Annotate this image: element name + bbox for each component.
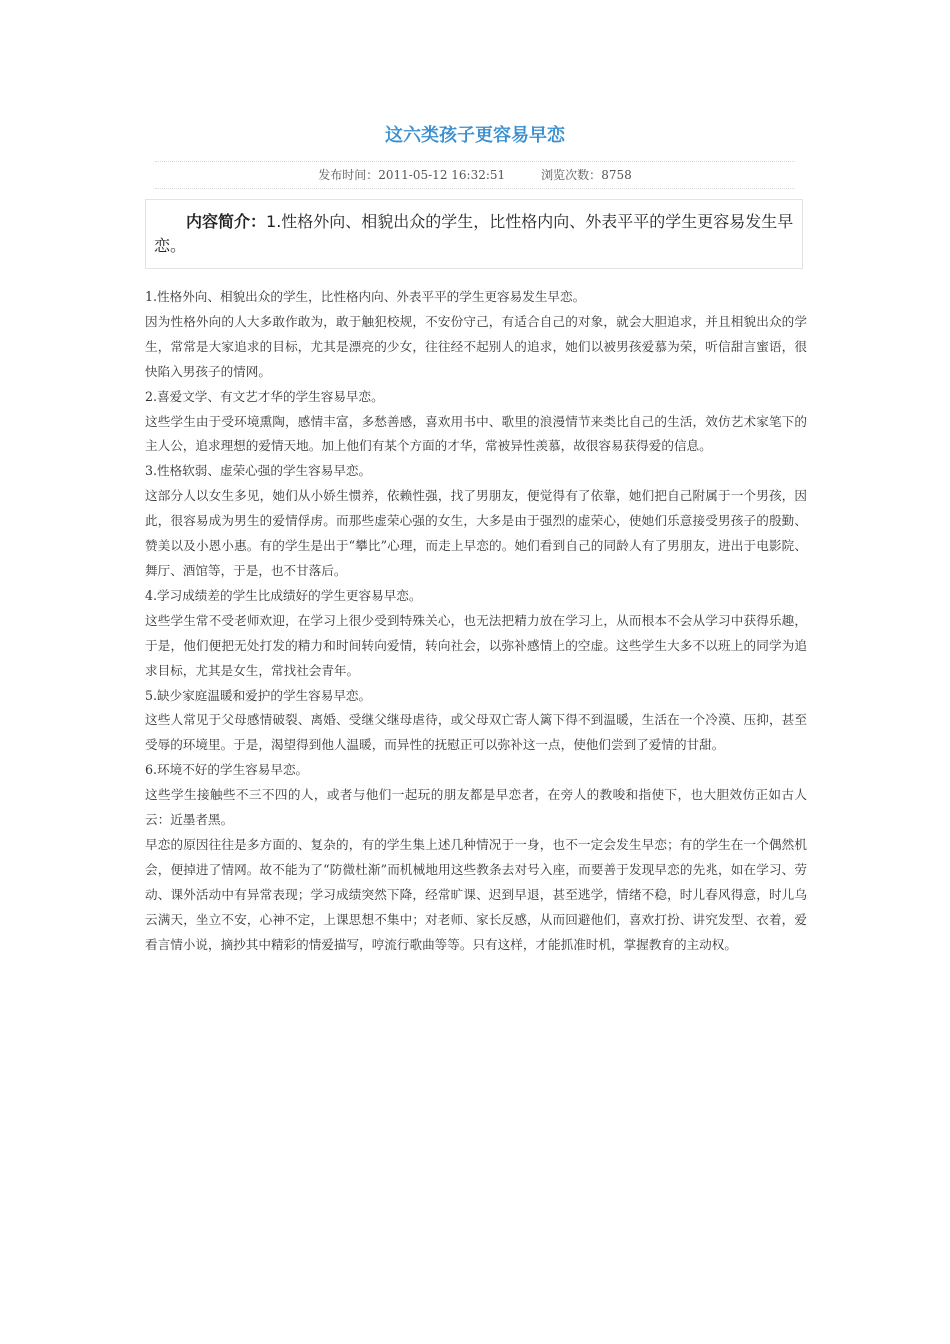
- summary-text: 1.性格外向、相貌出众的学生，比性格内向、外表平平的学生更容易发生早恋。: [154, 212, 794, 255]
- views-label: 浏览次数：: [541, 168, 602, 182]
- body-paragraph: 2.喜爱文学、有文艺才华的学生容易早恋。: [145, 388, 384, 404]
- summary-box: [145, 199, 803, 269]
- article-title: 这六类孩子更容易早恋: [385, 125, 565, 146]
- body-paragraph: 因为性格外向的人大多敢作敢为，敢于触犯校规，不安份守己，有适合自己的对象，就会大胆追求，并且相貌出众的学生，常常是大家追求的目标，尤其是漂亮的少女，往往经不起别人的追求，她们以被男孩爱慕为荣，听信甜言蜜语，很快陷入男孩子的情网。: [145, 313, 807, 379]
- body-paragraph: 这些学生常不受老师欢迎，在学习上很少受到特殊关心，也无法把精力放在学习上，从而根本不会从学习中获得乐趣，于是，他们便把无处打发的精力和时间转向爱情，转向社会，以弥补感情上的空虚。这些学生大多不以班上的同学为追求目标，尤其是女生，常找社会青年。: [145, 612, 807, 678]
- article-meta-bar: [155, 161, 795, 189]
- summary-label: 内容简介：: [186, 212, 267, 231]
- body-paragraph: 3.性格软弱、虚荣心强的学生容易早恋。: [145, 463, 372, 479]
- body-paragraph: 这些学生由于受环境熏陶，感情丰富，多愁善感，喜欢用书中、歌里的浪漫情节来类比自己的生活，效仿艺术家笔下的主人公，追求理想的爱情天地。加上他们有某个方面的才华，常被异性羡慕，故很容易获得爱的信息。: [145, 413, 807, 454]
- body-paragraph: 1.性格外向、相貌出众的学生，比性格内向、外表平平的学生更容易发生早恋。: [145, 289, 586, 304]
- body-paragraph: 这部分人以女生多见，她们从小娇生惯养，依赖性强，找了男朋友，便觉得有了依靠，她们把自己附属于一个男孩，因此，很容易成为男生的爱情俘虏。而那些虚荣心强的女生，大多是由于强烈的虚荣心，使她们乐意接受男孩子的殷勤、赞美以及小恩小惠。有的学生是出于“攀比”心理，而走上早恋的。她们看到自己的同龄人有了男朋友，进出于电影院、舞厅、酒馆等，于是，也不甘落后。: [145, 488, 807, 578]
- body-paragraph: 早恋的原因往往是多方面的、复杂的，有的学生集上述几种情况于一身，也不一定会发生早恋；有的学生在一个偶然机会，便掉进了情网。故不能为了“防微杜渐”而机械地用这些教条去对号入座，而要善于发现早恋的先兆，如在学习、劳动、课外活动中有异常表现；学习成绩突然下降，经常旷课、迟到早退，甚至逃学，情绪不稳，时儿春风得意，时儿乌云满天，坐立不安，心神不定，上课思想不集中；对老师、家长反感，从而回避他们，喜欢打扮、讲究发型、衣着，爱看言情小说，摘抄其中精彩的情爱描写，哼流行歌曲等等。只有这样，才能抓准时机，掌握教育的主动权。: [145, 836, 807, 952]
- body-paragraph: 这些人常见于父母感情破裂、离婚、受继父继母虐待，或父母双亡寄人篱下得不到温暖，生活在一个冷漠、压抑，甚至受辱的环境里。于是，渴望得到他人温暖，而异性的抚慰正可以弥补这一点，使他们尝到了爱情的甘甜。: [145, 712, 807, 753]
- article-body: [145, 285, 807, 957]
- body-paragraph: 6.环境不好的学生容易早恋。: [145, 762, 309, 778]
- body-paragraph: 4.学习成绩差的学生比成绩好的学生更容易早恋。: [145, 587, 422, 603]
- publish-time-value: 2011-05-12 16:32:51: [378, 168, 506, 182]
- body-paragraph: 5.缺少家庭温暖和爱护的学生容易早恋。: [145, 687, 372, 703]
- body-paragraph: 这些学生接触些不三不四的人，或者与他们一起玩的朋友都是早恋者，在旁人的教唆和指使下，也大胆效仿正如古人云：近墨者黑。: [145, 787, 807, 828]
- publish-time-label: 发布时间：: [318, 168, 379, 182]
- views-count: 8758: [601, 168, 632, 182]
